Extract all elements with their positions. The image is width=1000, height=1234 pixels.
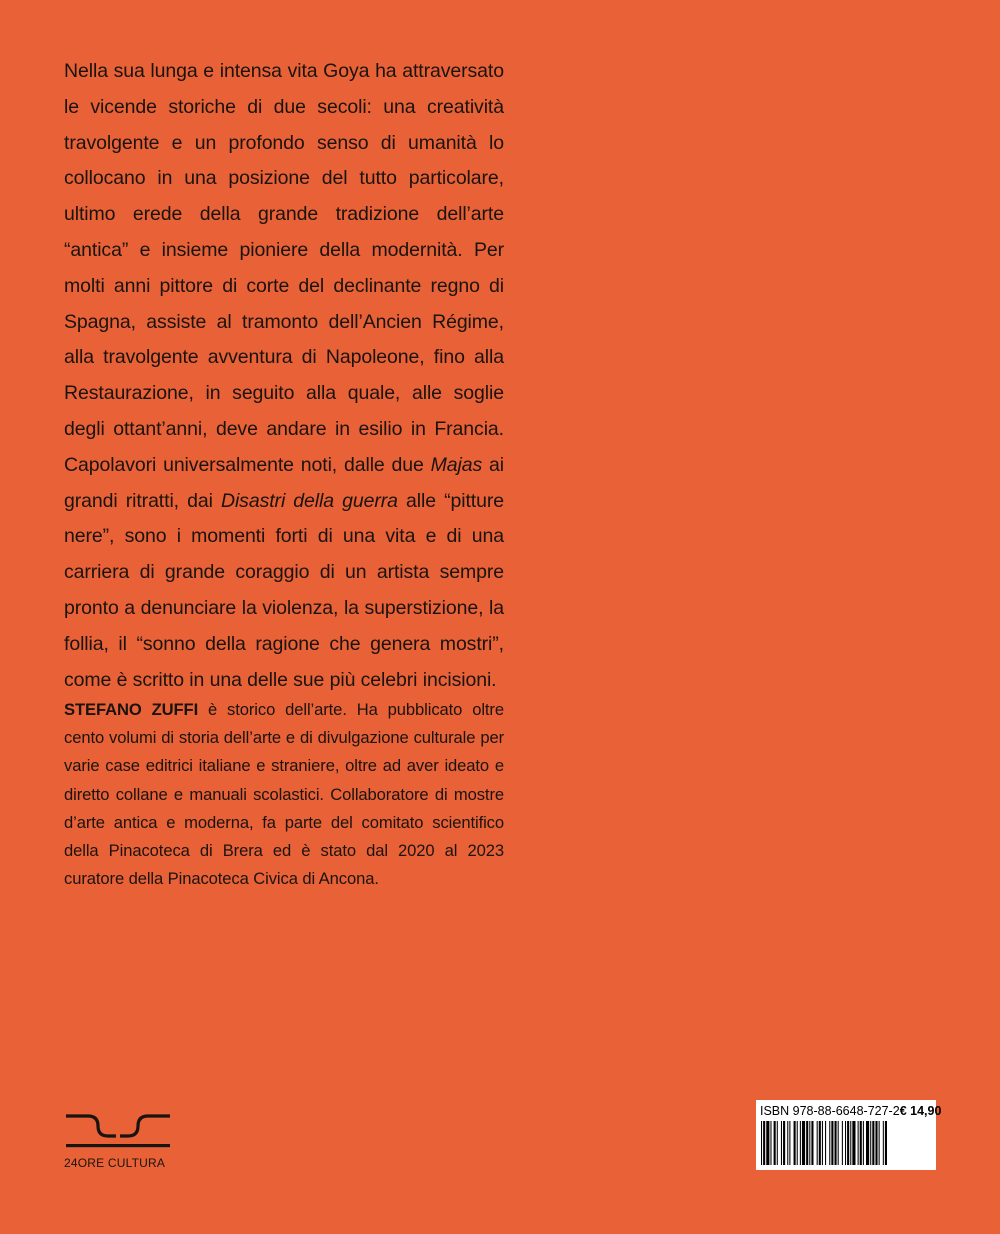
disastri-title: Disastri della guerra [220, 489, 398, 512]
author-bio-text: è storico dell’arte. Ha pubblicato oltre cento volumi di storia dell’arte e di divulgazione culturale per varie case editrici italiane e straniere, oltre ad aver ideato e diretto collane e manuali scolastici. Collaboratore di mostre d’arte antica e moderna, fa parte del comitato scientifico della Pinacoteca di Brera ed è stato dal 2020 al 2023 curatore della Pinacoteca Civica di Ancona. [64, 700, 504, 889]
author-name: STEFANO ZUFFI [64, 700, 199, 719]
publisher-name: 24ORE CULTURA [64, 1156, 166, 1170]
price-text: € 14,90 [899, 1104, 942, 1118]
description-text: Nella sua lunga e intensa vita Goya ha attraversato le vicende storiche di due secoli: una creatività travolgente e un profondo senso di umanità lo collocano in una posizione del tutto particolare, ultimo erede della grande tradizione dell’arte “antica” e insieme pioniere della modernità. Per molti anni pittore di corte del declinante regno di Spagna, assiste al tramonto dell’Ancien Régime, alla travolgente avventura di Napoleone, fino alla Restaurazione, in seguito alla quale, alle soglie degli ottant’anni, deve andare in esilio in Francia. Capolavori universalmente noti, dalle due [64, 60, 504, 476]
description-text-3: alle “pitture nere”, sono i momenti forti di una vita e di una carriera di grande coraggio di un artista sempre pronto a denunciare la violenza, la superstizione, la follia, il “sonno della ragione che genera mostri”, come è scritto in una delle sue più celebri incisioni. [64, 489, 504, 691]
publisher-logo [64, 1112, 174, 1170]
isbn-text: ISBN 978-88-6648-727-2 [760, 1104, 900, 1118]
majas-title: Majas [430, 453, 483, 476]
barcode-bars [760, 1121, 932, 1165]
24ore-cultura-logo-icon [64, 1112, 172, 1152]
book-description [64, 54, 504, 698]
barcode-label [756, 1100, 942, 1170]
author-bio [64, 696, 504, 893]
description-text-2: ai grandi ritratti, dai [64, 453, 504, 512]
